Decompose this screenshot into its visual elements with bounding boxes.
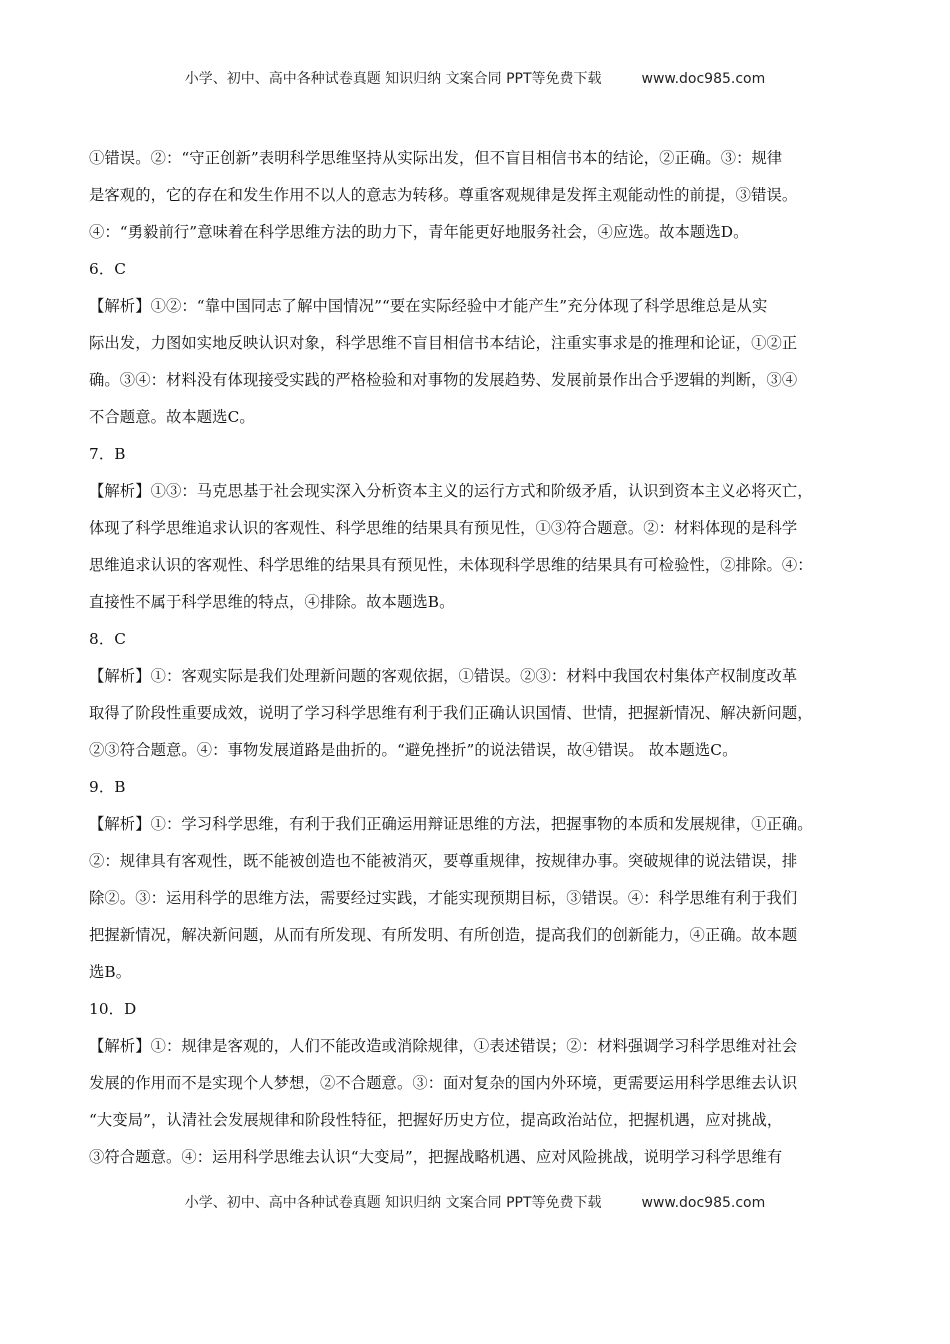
answer-heading: 10．D xyxy=(89,1000,137,1018)
text-line: 体现了科学思维追求认识的客观性、科学思维的结果具有预见性，①③符合题意。②：材料体现的是科学 xyxy=(89,519,798,537)
text-line: ②：规律具有客观性，既不能被创造也不能被消灭，要尊重规律，按规律办事。突破规律的说法错误，排 xyxy=(89,852,798,870)
text-line: 是客观的，它的存在和发生作用不以人的意志为转移。尊重客观规律是发挥主观能动性的前提，③错误。 xyxy=(89,186,798,204)
text-line: ②③符合题意。④：事物发展道路是曲折的。“避免挫折”的说法错误，故④错误。 故本题选C。 xyxy=(89,741,738,759)
text-line: 选B。 xyxy=(89,963,132,981)
text-line: 【解析】①：学习科学思维，有利于我们正确运用辩证思维的方法，把握事物的本质和发展规律，①正确。 xyxy=(89,815,813,833)
text-line: “大变局”，认清社会发展规律和阶段性特征，把握好历史方位，提高政治站位，把握机遇，应对挑战， xyxy=(89,1111,783,1129)
text-line: ③符合题意。④：运用科学思维去认识“大变局”，把握战略机遇、应对风险挑战，说明学习科学思维有 xyxy=(89,1148,783,1166)
answer-heading: 6．C xyxy=(89,260,127,278)
text-line: 【解析】①②：“靠中国同志了解中国情况”“要在实际经验中才能产生”充分体现了科学思维总是从实 xyxy=(89,297,768,315)
text-line: 把握新情况，解决新问题，从而有所发现、有所发明、有所创造，提高我们的创新能力，④正确。故本题 xyxy=(89,926,798,944)
text-line: ①错误。②：“守正创新”表明科学思维坚持从实际出发，但不盲目相信书本的结论，②正确。③：规律 xyxy=(89,149,783,167)
text-line: 发展的作用而不是实现个人梦想，②不合题意。③：面对复杂的国内外环境，更需要运用科学思维去认识 xyxy=(89,1074,798,1092)
text-line: 【解析】①：规律是客观的，人们不能改造或消除规律，①表述错误；②：材料强调学习科学思维对社会 xyxy=(89,1037,798,1055)
answer-heading: 7．B xyxy=(89,445,126,463)
page-header xyxy=(0,68,950,88)
document-body xyxy=(89,140,864,1176)
answer-heading: 9．B xyxy=(89,778,126,796)
answer-heading: 8．C xyxy=(89,630,127,648)
text-line: 【解析】①：客观实际是我们处理新问题的客观依据，①错误。②③：材料中我国农村集体产权制度改革 xyxy=(89,667,798,685)
text-line: 【解析】①③：马克思基于社会现实深入分析资本主义的运行方式和阶级矛盾，认识到资本主义必将灭亡， xyxy=(89,482,813,500)
page-footer xyxy=(0,1192,950,1212)
text-line: 取得了阶段性重要成效，说明了学习科学思维有利于我们正确认识国情、世情，把握新情况、解决新问题， xyxy=(89,704,813,722)
footer-text: 小学、初中、高中各种试卷真题 知识归纳 文案合同 PPT等免费下载 xyxy=(184,1195,602,1211)
text-line: 际出发，力图如实地反映认识对象，科学思维不盲目相信书本结论，注重实事求是的推理和论证，①②正 xyxy=(89,334,798,352)
text-line: 除②。③：运用科学的思维方法，需要经过实践，才能实现预期目标，③错误。④：科学思维有利于我们 xyxy=(89,889,798,907)
header-url-link[interactable]: www.doc985.com xyxy=(641,71,766,87)
text-line: 思维追求认识的客观性、科学思维的结果具有预见性，未体现科学思维的结果具有可检验性，②排除。④： xyxy=(89,556,813,574)
header-text: 小学、初中、高中各种试卷真题 知识归纳 文案合同 PPT等免费下载 xyxy=(184,71,602,87)
text-line: 不合题意。故本题选C。 xyxy=(89,408,255,426)
text-line: 确。③④：材料没有体现接受实践的严格检验和对事物的发展趋势、发展前景作出合乎逻辑的判断，③④ xyxy=(89,371,798,389)
text-line: 直接性不属于科学思维的特点，④排除。故本题选B。 xyxy=(89,593,455,611)
footer-url-link[interactable]: www.doc985.com xyxy=(641,1195,766,1211)
text-line: ④：“勇毅前行”意味着在科学思维方法的助力下，青年能更好地服务社会，④应选。故本题选D。 xyxy=(89,223,749,241)
